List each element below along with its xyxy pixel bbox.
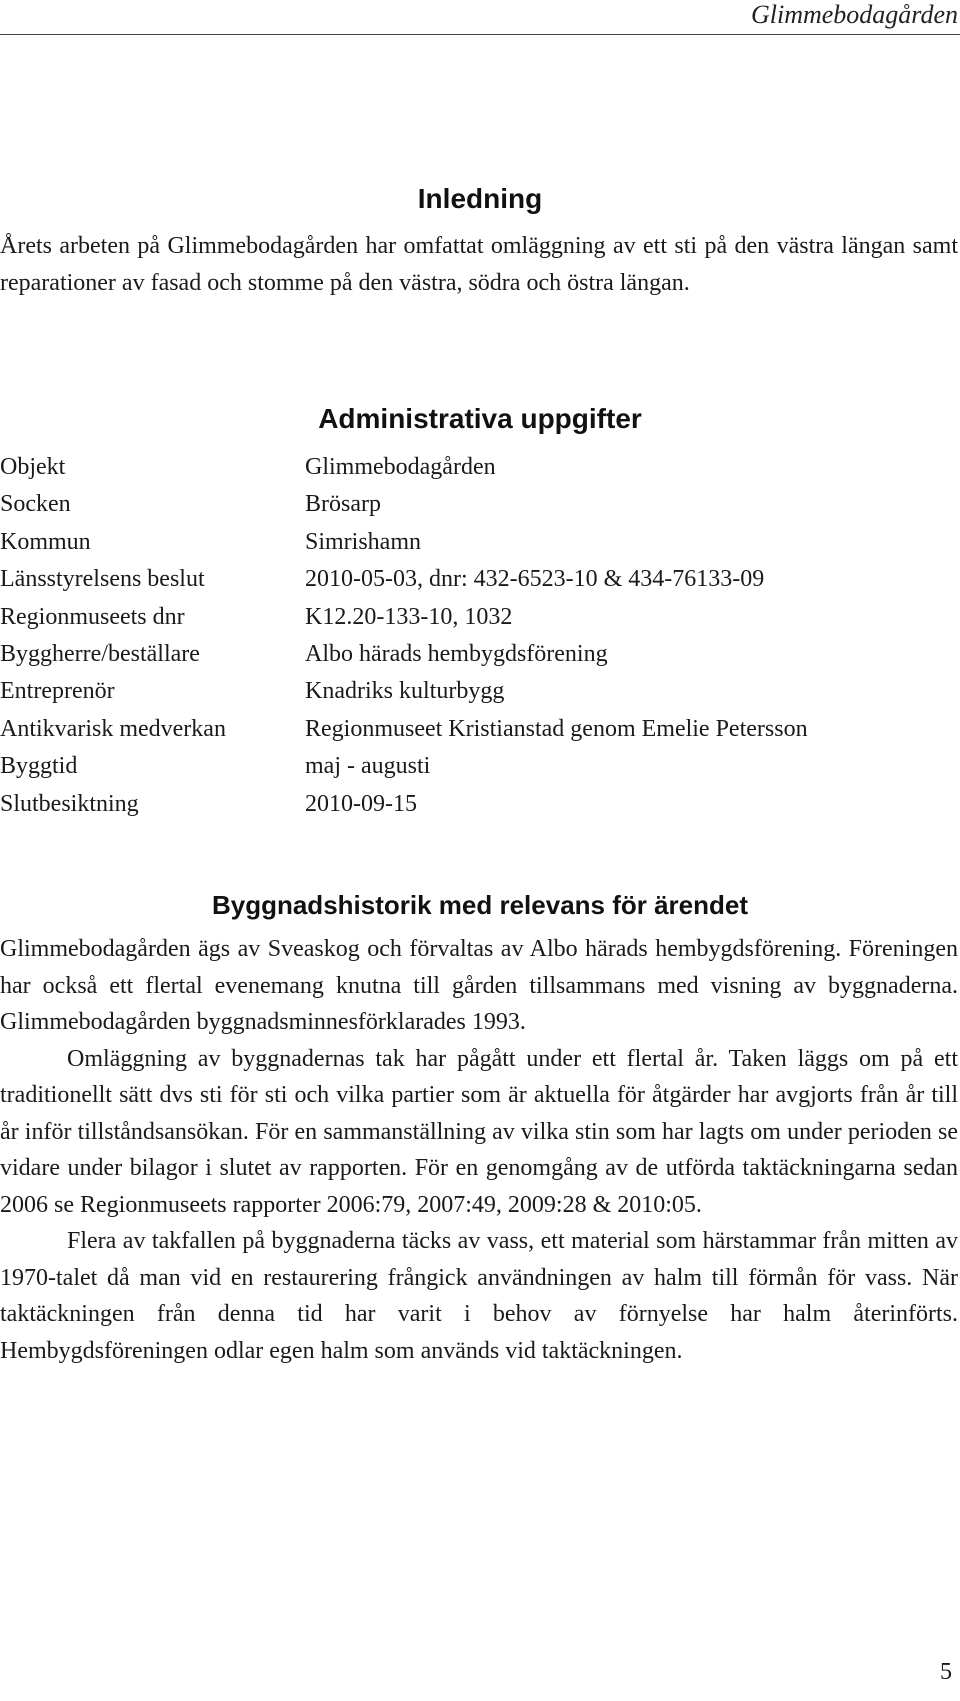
admin-value: maj - augusti xyxy=(305,753,431,780)
admin-label: Socken xyxy=(0,491,71,518)
admin-label: Entreprenör xyxy=(0,678,115,705)
admin-value: 2010-05-03, dnr: 432-6523-10 & 434-76133-09 xyxy=(305,566,765,593)
intro-paragraph: Årets arbeten på Glimmebodagården har omfattat omläggning av ett sti på den västra längan samt reparationer av fasad och stomme på den västra, södra och östra längan. xyxy=(0,233,958,296)
admin-label: Objekt xyxy=(0,454,66,480)
admin-value: Albo härads hembygdsförening xyxy=(305,640,608,667)
admin-value: 2010-09-15 xyxy=(305,790,417,817)
admin-label: Byggtid xyxy=(0,753,78,780)
history-paragraph: Glimmebodagården ägs av Sveaskog och förvaltas av Albo härads hembygdsförening. Föreningen har också ett flertal evenemang knutna till gården tillsammans med visning av byggnaderna. Glimmebodagården byggnadsminnesförklarades 1993. xyxy=(0,936,958,1035)
history-paragraph: Omläggning av byggnadernas tak har pågått under ett flertal år. Taken läggs om på ett traditionellt sätt dvs sti för sti och vilka partier som är aktuella för åtgärder har avgjorts från år till år inför tillståndsansökan. För en sammanställning av vilka stin som har lagts om under perioden se vidare under bilagor i slutet av rapporten. För en genomgång av de utförda taktäckningarna sedan 2006 se Regionmuseets rapporter 2006:79, 2007:49, 2009:28 & 2010:05. xyxy=(0,1045,958,1218)
intro-heading: Inledning xyxy=(417,183,543,214)
page-number: 5 xyxy=(940,1659,952,1685)
admin-value: Regionmuseet Kristianstad genom Emelie Petersson xyxy=(305,715,808,742)
admin-label: Antikvarisk medverkan xyxy=(0,715,226,742)
admin-label: Regionmuseets dnr xyxy=(0,603,185,630)
admin-value: Brösarp xyxy=(305,491,381,518)
admin-label: Slutbesiktning xyxy=(0,790,139,817)
running-header-title: Glimmebodagården xyxy=(750,0,958,29)
header-rule xyxy=(0,34,960,35)
admin-label: Byggherre/beställare xyxy=(0,640,200,667)
admin-heading: Administrativa uppgifter xyxy=(318,403,642,434)
admin-label: Länsstyrelsens beslut xyxy=(0,566,205,593)
admin-label: Kommun xyxy=(0,528,91,555)
admin-value: Knadriks kulturbygg xyxy=(305,678,505,705)
history-paragraph: Flera av takfallen på byggnaderna täcks av vass, ett material som härstammar från mitten av 1970-talet då man vid en restaurering frångick användningen av halm till förmån för vass. När taktäckningen från denna tid har varit i behov av förnyelse har halm återinförts. Hembygdsföreningen odlar egen halm som används vid taktäckningen. xyxy=(0,1228,958,1364)
admin-value: K12.20-133-10, 1032 xyxy=(305,603,513,630)
history-heading: Byggnadshistorik med relevans för ärendet xyxy=(211,890,749,920)
admin-value: Simrishamn xyxy=(305,528,422,555)
history-body xyxy=(0,931,958,1369)
admin-value: Glimmebodagården xyxy=(305,454,496,480)
